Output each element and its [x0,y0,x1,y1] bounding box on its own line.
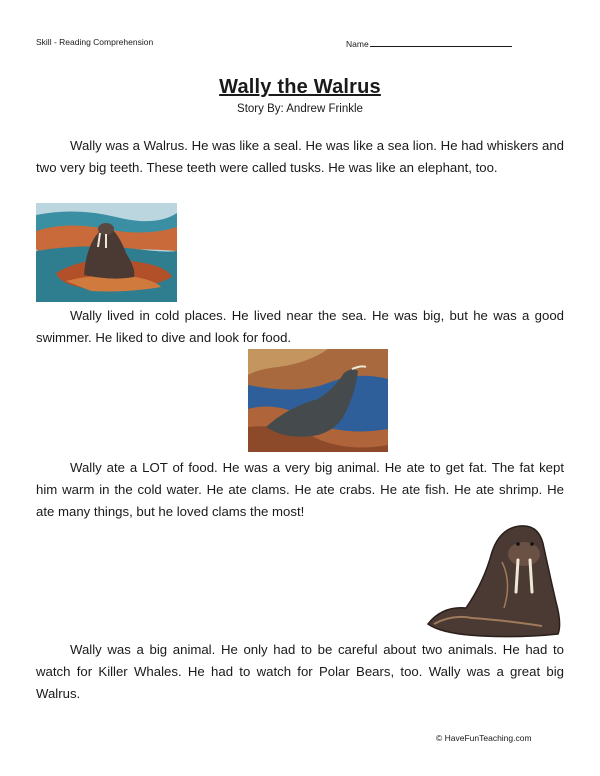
name-label: Name [346,39,369,49]
skill-label: Skill - Reading Comprehension [36,37,154,47]
walrus-on-rock-image [36,203,177,302]
name-field [346,37,512,49]
story-byline: Story By: Andrew Frinkle [237,103,363,115]
story-title: Wally the Walrus [219,76,381,98]
paragraph-3: Wally ate a LOT of food. He was a very big animal. He ate to get fat. The fat kept him warm in the cold water. He ate clams. He ate crabs. He ate fish. He ate shrimp. He ate many things, but he loved clams the most! [36,460,564,519]
paragraph-2: Wally lived in cold places. He lived near the sea. He was big, but he was a good swimmer. He liked to dive and look for food. [36,308,564,345]
paragraph-1: Wally was a Walrus. He was like a seal. He was like a sea lion. He had whiskers and two very big teeth. These teeth were called tusks. He was like an elephant, too. [36,138,564,175]
paragraph-4: Wally was a big animal. He only had to be careful about two animals. He had to watch for Killer Whales. He had to watch for Polar Bears, too. Wally was a great big Walrus. [36,642,564,701]
walrus-illustration-image [422,522,564,638]
name-blank-line[interactable] [370,37,512,47]
walrus-swimming-image [248,349,388,452]
copyright-footer: © HaveFunTeaching.com [436,733,532,743]
